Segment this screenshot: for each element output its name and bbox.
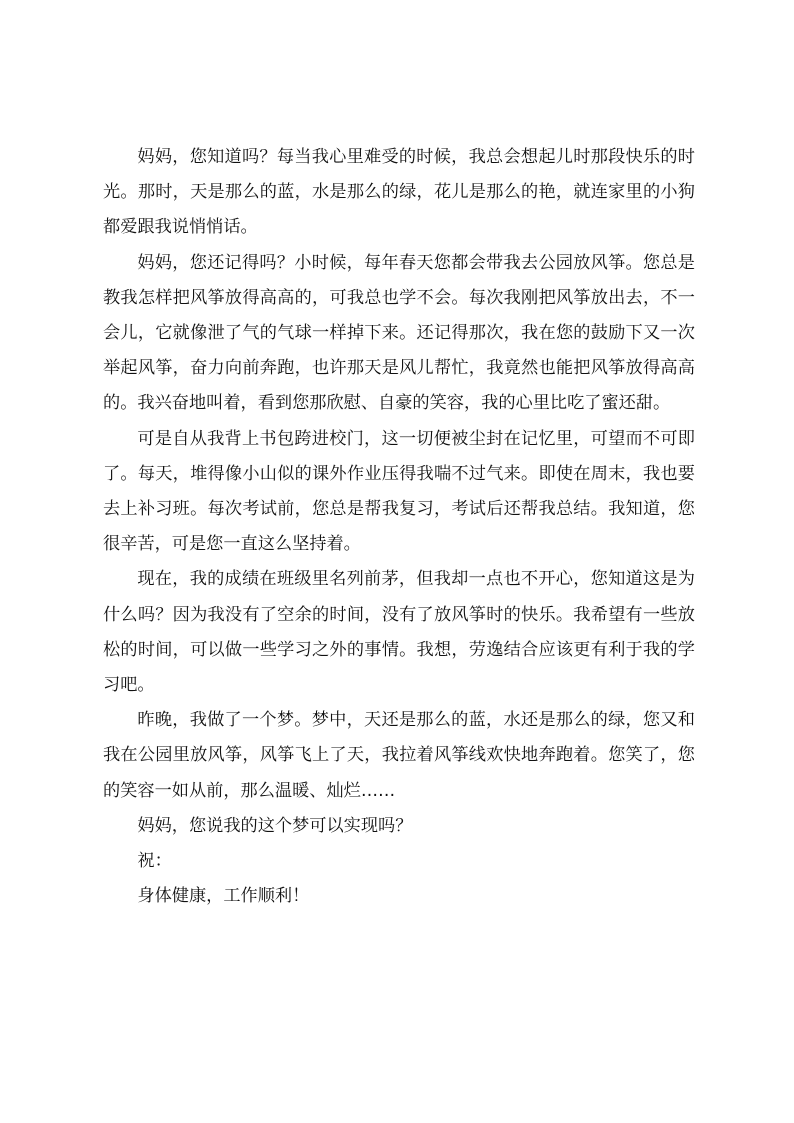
- paragraph-now: 现在，我的成绩在班级里名列前茅，但我却一点也不开心，您知道这是为什么吗？因为我没有了空余的时间，没有了放风筝时的快乐。我希望有一些放松的时间，可以做一些学习之外的事情。我想，劳逸结合应该更有利于我的学习吧。: [103, 569, 695, 696]
- closing-salutation: 祝：: [137, 851, 172, 872]
- paragraph-question: 妈妈，您说我的这个梦可以实现吗？: [137, 815, 413, 836]
- paragraph-dream: 昨晚，我做了一个梦。梦中，天还是那么的蓝，水还是那么的绿，您又和我在公园里放风筝，风筝飞上了天，我拉着风筝线欢快地奔跑着。您笑了，您的笑容一如从前，那么温暖、灿烂……: [103, 710, 695, 801]
- paragraph-school: 可是自从我背上书包跨进校门，这一切便被尘封在记忆里，可望而不可即了。每天，堆得像小山似的课外作业压得我喘不过气来。即使在周末，我也要去上补习班。每次考试前，您总是帮我复习，考试后还帮我总结。我知道，您很辛苦，可是您一直这么坚持着。: [103, 428, 695, 555]
- paragraph-childhood: 妈妈，您知道吗？每当我心里难受的时候，我总会想起儿时那段快乐的时光。那时，天是那么的蓝，水是那么的绿，花儿是那么的艳，就连家里的小狗都爱跟我说悄悄话。: [103, 147, 695, 238]
- closing-wish: 身体健康，工作顺利！: [137, 886, 310, 907]
- paragraph-kite-memory: 妈妈，您还记得吗？小时候，每年春天您都会带我去公园放风筝。您总是教我怎样把风筝放得高高的，可我总也学不会。每次我刚把风筝放出去，不一会儿，它就像泄了气的气球一样掉下来。还记得那次，我在您的鼓励下又一次举起风筝，奋力向前奔跑，也许那天是风儿帮忙，我竟然也能把风筝放得高高的。我兴奋地叫着，看到您那欣慰、自豪的笑容，我的心里比吃了蜜还甜。: [103, 252, 695, 414]
- letter-body: [103, 140, 695, 914]
